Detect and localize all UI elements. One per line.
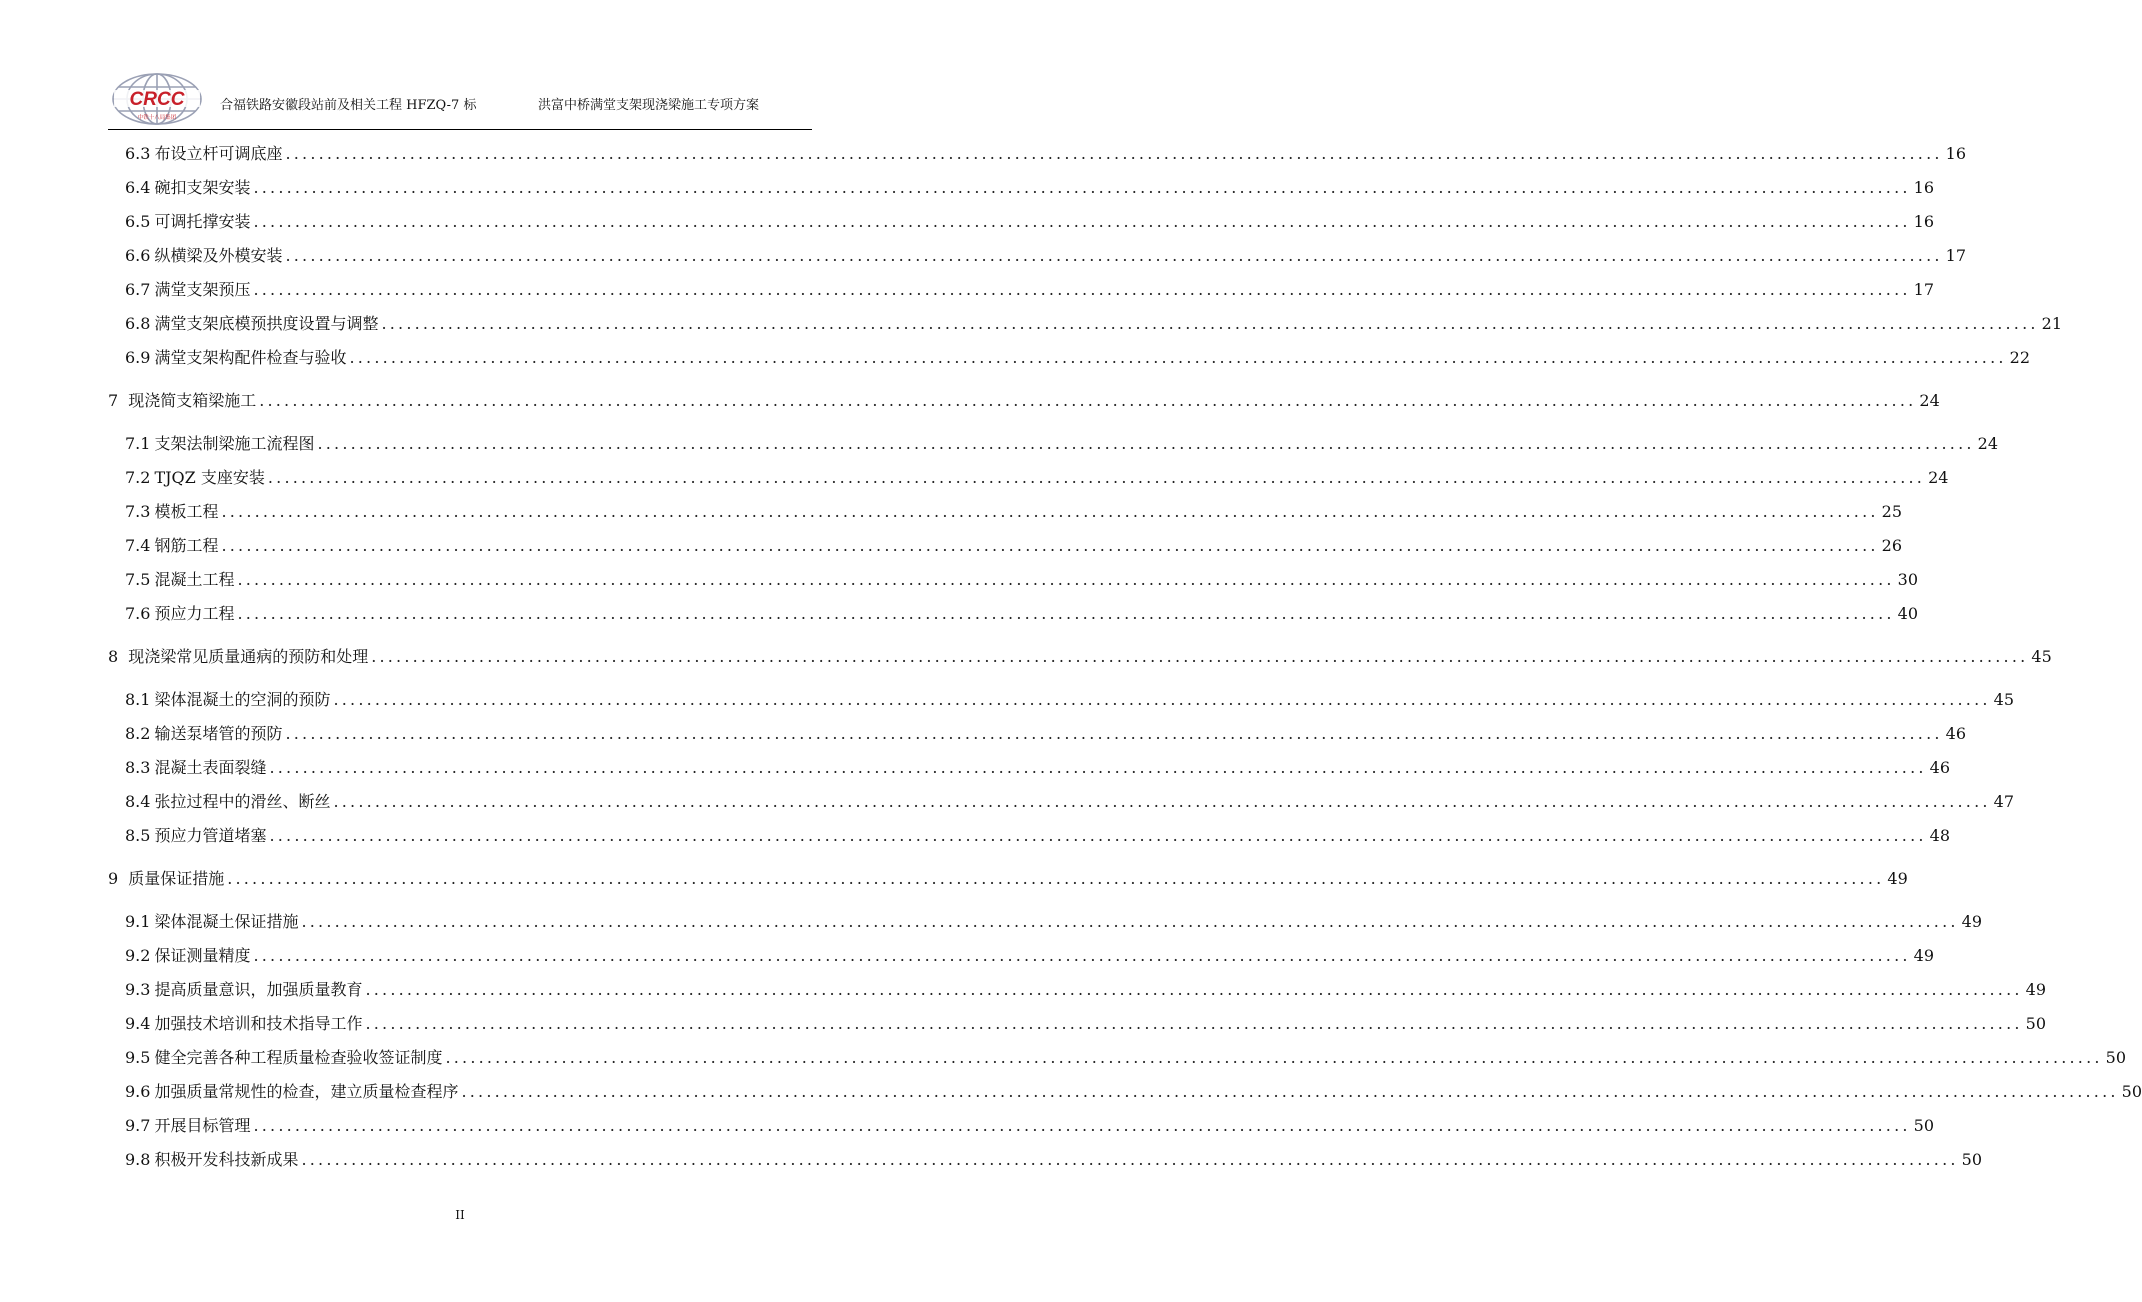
- toc-entry-title: 输送泵堵管的预防: [154, 724, 283, 743]
- toc-entry-title: 碗扣支架安装: [154, 178, 251, 197]
- toc-entry[interactable]: [108, 646, 2052, 668]
- toc-entry-number: 9: [108, 869, 119, 888]
- toc-dot-leader: ........................................................................................................................................................................................................: [253, 946, 1911, 965]
- toc-dot-leader: ........................................................................................................................................................................................................: [461, 1082, 2119, 1101]
- toc-entry-page: 49: [2025, 980, 2047, 999]
- toc-entry[interactable]: [125, 313, 2063, 335]
- toc-entry-title: 混凝土表面裂缝: [154, 758, 267, 777]
- toc-entry[interactable]: [125, 467, 1949, 489]
- toc-entry-number: 6.3: [125, 144, 151, 163]
- toc-dot-leader: ........................................................................................................................................................................................................: [365, 1014, 2023, 1033]
- toc-entry-number: 9.4: [125, 1014, 151, 1033]
- toc-entry[interactable]: [125, 979, 2047, 1001]
- logo-subtext: 中铁十八局集团: [137, 115, 177, 121]
- toc-dot-leader: ........................................................................................................................................................................................................: [253, 1116, 1911, 1135]
- toc-entry-page: 46: [1945, 724, 1967, 743]
- toc-entry-page: 46: [1929, 758, 1951, 777]
- toc-dot-leader: ........................................................................................................................................................................................................: [349, 348, 2007, 367]
- toc-entry-page: 24: [1928, 468, 1949, 487]
- toc-entry[interactable]: [125, 1115, 1935, 1137]
- toc-entry-number: 9.5: [125, 1048, 151, 1067]
- toc-entry-number: 8.2: [125, 724, 151, 743]
- toc-entry-title: 满堂支架底模预拱度设置与调整: [154, 314, 379, 333]
- toc-entry[interactable]: [125, 347, 2031, 369]
- toc-entry-number: 9.1: [125, 912, 151, 931]
- toc-entry-number: 6.5: [125, 212, 151, 231]
- toc-entry-title: 布设立杆可调底座: [154, 144, 283, 163]
- toc-entry[interactable]: [125, 1149, 1983, 1171]
- toc-dot-leader: ........................................................................................................................................................................................................: [285, 246, 1943, 265]
- toc-entry[interactable]: [125, 245, 1967, 267]
- toc-entry-page: 26: [1881, 536, 1903, 555]
- toc-dot-leader: ........................................................................................................................................................................................................: [267, 468, 1926, 487]
- toc-entry[interactable]: [125, 279, 1935, 301]
- toc-entry[interactable]: [125, 945, 1935, 967]
- toc-entry[interactable]: [125, 1081, 2142, 1103]
- toc-entry-number: 6.6: [125, 246, 151, 265]
- toc-entry[interactable]: [125, 1013, 2047, 1035]
- toc-entry-page: 45: [2031, 647, 2052, 666]
- toc-dot-leader: ........................................................................................................................................................................................................: [253, 178, 1911, 197]
- toc-entry-title: 梁体混凝土保证措施: [154, 912, 299, 931]
- toc-entry-number: 6.8: [125, 314, 151, 333]
- toc-entry[interactable]: [125, 825, 1951, 847]
- toc-entry-title: 满堂支架构配件检查与验收: [154, 348, 347, 367]
- toc-entry-number: 7.1: [125, 434, 151, 453]
- toc-entry-title: 加强技术培训和技术指导工作: [154, 1014, 363, 1033]
- toc-dot-leader: ........................................................................................................................................................................................................: [381, 314, 2039, 333]
- toc-entry-page: 50: [2121, 1082, 2142, 1101]
- toc-entry-number: 8.1: [125, 690, 151, 709]
- toc-entry[interactable]: [125, 1047, 2127, 1069]
- toc-entry[interactable]: [125, 433, 1999, 455]
- toc-entry[interactable]: [108, 868, 1908, 890]
- toc-entry-page: 16: [1913, 212, 1935, 231]
- page-header: [108, 66, 812, 132]
- toc-entry-number: 7.6: [125, 604, 151, 623]
- crcc-logo: [108, 70, 206, 128]
- toc-entry-page: 24: [1977, 434, 1999, 453]
- toc-entry-number: 7.2: [125, 468, 151, 487]
- toc-dot-leader: ........................................................................................................................................................................................................: [227, 869, 1885, 888]
- toc-entry-page: 17: [1913, 280, 1935, 299]
- toc-entry-number: 9.6: [125, 1082, 151, 1101]
- toc-entry-number: 8.5: [125, 826, 151, 845]
- toc-entry-page: 50: [2025, 1014, 2047, 1033]
- toc-entry-page: 30: [1897, 570, 1919, 589]
- toc-entry-title: 可调托撑安装: [154, 212, 251, 231]
- toc-entry-page: 49: [1961, 912, 1983, 931]
- toc-entry-number: 7.4: [125, 536, 151, 555]
- toc-dot-leader: ........................................................................................................................................................................................................: [365, 980, 2023, 999]
- toc-entry-title: 模板工程: [154, 502, 219, 521]
- toc-entry-title: 预应力工程: [154, 604, 235, 623]
- toc-entry-number: 9.2: [125, 946, 151, 965]
- toc-entry-page: 21: [2041, 314, 2063, 333]
- toc-entry[interactable]: [108, 390, 1940, 412]
- toc-entry-page: 50: [1961, 1150, 1983, 1169]
- toc-entry[interactable]: [125, 211, 1935, 233]
- toc-dot-leader: ........................................................................................................................................................................................................: [445, 1048, 2103, 1067]
- toc-entry-title: 张拉过程中的滑丝、断丝: [154, 792, 331, 811]
- toc-entry-number: 9.3: [125, 980, 151, 999]
- toc-dot-leader: ........................................................................................................................................................................................................: [333, 690, 1991, 709]
- toc-dot-leader: ........................................................................................................................................................................................................: [237, 570, 1895, 589]
- toc-entry[interactable]: [125, 535, 1903, 557]
- toc-entry-title: 现浇简支箱梁施工: [128, 391, 257, 410]
- toc-entry-number: 9.7: [125, 1116, 151, 1135]
- toc-entry-number: 8.3: [125, 758, 151, 777]
- toc-dot-leader: ........................................................................................................................................................................................................: [259, 391, 1917, 410]
- toc-entry-title: 预应力管道堵塞: [154, 826, 267, 845]
- toc-entry[interactable]: [125, 757, 1951, 779]
- toc-entry-title: 混凝土工程: [154, 570, 235, 589]
- toc-dot-leader: ........................................................................................................................................................................................................: [269, 826, 1927, 845]
- toc-dot-leader: ........................................................................................................................................................................................................: [237, 604, 1895, 623]
- toc-entry[interactable]: [125, 143, 1967, 165]
- toc-entry-title: 质量保证措施: [128, 869, 225, 888]
- toc-entry-title: 纵横梁及外模安装: [154, 246, 283, 265]
- header-project: 合福铁路安徽段站前及相关工程 HFZQ-7 标: [220, 98, 477, 113]
- toc-entry-number: 6.4: [125, 178, 151, 197]
- toc-entry-number: 7.3: [125, 502, 151, 521]
- header-rule: [108, 129, 812, 130]
- toc-entry-title: 健全完善各种工程质量检查验收签证制度: [154, 1048, 443, 1067]
- toc-entry-title: 积极开发科技新成果: [154, 1150, 299, 1169]
- toc-dot-leader: ........................................................................................................................................................................................................: [285, 144, 1943, 163]
- header-doc-title: 洪富中桥满堂支架现浇梁施工专项方案: [538, 98, 760, 113]
- toc-entry-title: 梁体混凝土的空洞的预防: [154, 690, 331, 709]
- toc-entry-page: 17: [1945, 246, 1967, 265]
- toc-entry-page: 16: [1945, 144, 1967, 163]
- toc-dot-leader: ........................................................................................................................................................................................................: [285, 724, 1943, 743]
- page-number: II: [455, 1208, 465, 1222]
- toc-entry-title: 开展目标管理: [154, 1116, 251, 1135]
- toc-entry-number: 9.8: [125, 1150, 151, 1169]
- toc-entry[interactable]: [125, 911, 1983, 933]
- toc-dot-leader: ........................................................................................................................................................................................................: [253, 280, 1911, 299]
- toc-entry-page: 25: [1881, 502, 1903, 521]
- toc-entry[interactable]: [125, 723, 1967, 745]
- toc-dot-leader: ........................................................................................................................................................................................................: [333, 792, 1991, 811]
- toc-dot-leader: ........................................................................................................................................................................................................: [253, 212, 1911, 231]
- toc-entry-number: 8: [108, 647, 119, 666]
- toc-dot-leader: ........................................................................................................................................................................................................: [301, 912, 1959, 931]
- toc-entry-page: 16: [1913, 178, 1935, 197]
- toc-entry-title: 提高质量意识，加强质量教育: [154, 980, 363, 999]
- toc-entry-page: 47: [1993, 792, 2015, 811]
- toc-entry-page: 24: [1919, 391, 1940, 410]
- toc-entry-title: 现浇梁常见质量通病的预防和处理: [128, 647, 369, 666]
- toc-entry-title: 加强质量常规性的检查，建立质量检查程序: [154, 1082, 459, 1101]
- toc-entry-title: 保证测量精度: [154, 946, 251, 965]
- toc-entry-number: 7: [108, 391, 119, 410]
- toc-entry-page: 22: [2009, 348, 2031, 367]
- toc-entry-number: 8.4: [125, 792, 151, 811]
- toc-entry-page: 45: [1993, 690, 2015, 709]
- toc-entry-page: 50: [1913, 1116, 1935, 1135]
- toc-entry-page: 48: [1929, 826, 1951, 845]
- toc-entry-title: TJQZ 支座安装: [154, 468, 265, 487]
- logo-text: CRCC: [129, 89, 185, 110]
- toc-entry-page: 49: [1887, 869, 1908, 888]
- toc-entry-title: 满堂支架预压: [154, 280, 251, 299]
- toc-entry-title: 支架法制梁施工流程图: [154, 434, 315, 453]
- toc-dot-leader: ........................................................................................................................................................................................................: [221, 536, 1879, 555]
- toc-entry[interactable]: [125, 177, 1935, 199]
- toc-entry-page: 49: [1913, 946, 1935, 965]
- toc-entry[interactable]: [125, 501, 1903, 523]
- toc-entry-title: 钢筋工程: [154, 536, 219, 555]
- toc-entry-page: 50: [2105, 1048, 2127, 1067]
- toc-dot-leader: ........................................................................................................................................................................................................: [317, 434, 1975, 453]
- toc-dot-leader: ........................................................................................................................................................................................................: [371, 647, 2029, 666]
- toc-entry[interactable]: [125, 569, 1919, 591]
- toc-entry-page: 40: [1897, 604, 1919, 623]
- toc-dot-leader: ........................................................................................................................................................................................................: [301, 1150, 1959, 1169]
- toc-dot-leader: ........................................................................................................................................................................................................: [221, 502, 1879, 521]
- toc-entry[interactable]: [125, 603, 1919, 625]
- toc-entry-number: 6.9: [125, 348, 151, 367]
- toc-dot-leader: ........................................................................................................................................................................................................: [269, 758, 1927, 777]
- toc-entry[interactable]: [125, 689, 2015, 711]
- toc-entry-number: 6.7: [125, 280, 151, 299]
- toc-entry-number: 7.5: [125, 570, 151, 589]
- toc-entry[interactable]: [125, 791, 2015, 813]
